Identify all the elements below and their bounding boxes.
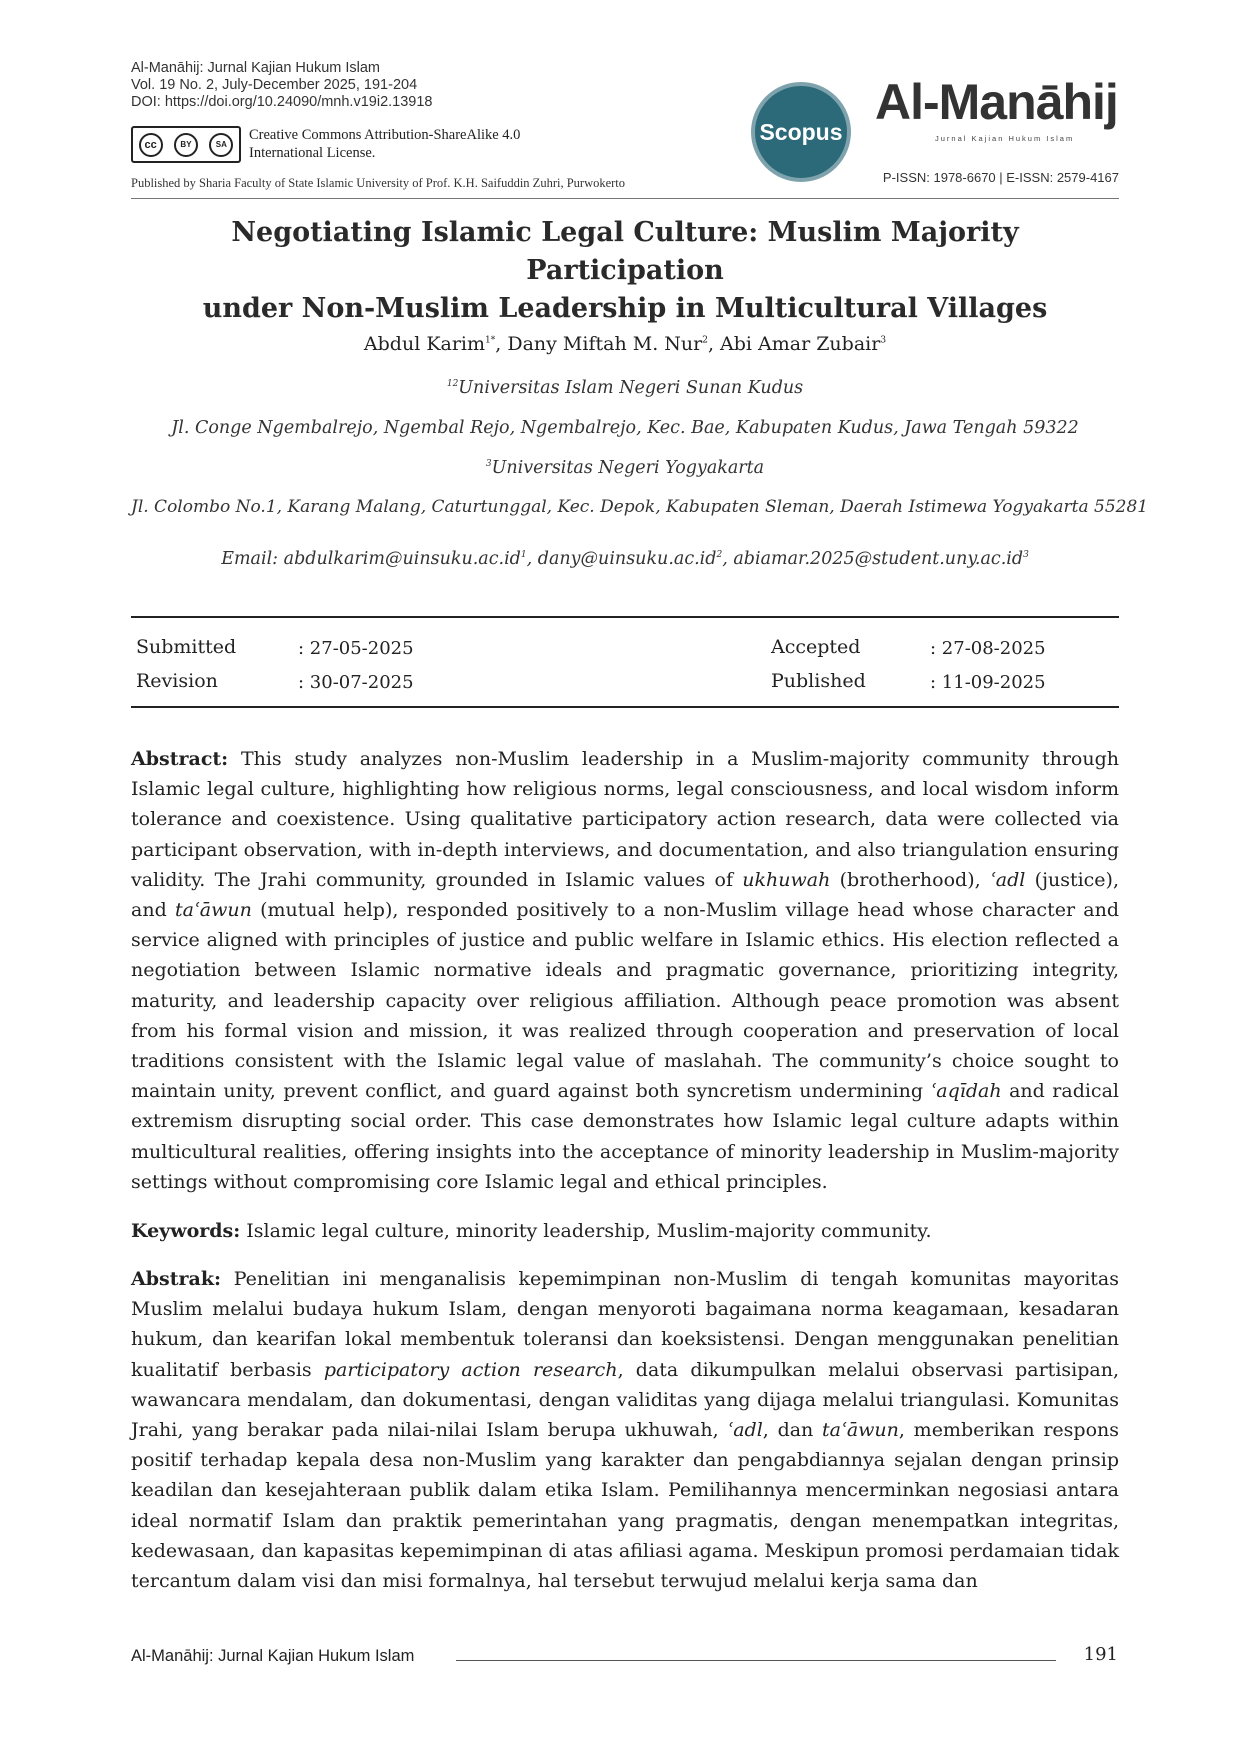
address-2: Jl. Colombo No.1, Karang Malang, Caturtunggal, Kec. Depok, Kabupaten Sleman, Daerah Istimewa Yogyakarta 55281 [131, 497, 1149, 517]
volume-info: Vol. 19 No. 2, July-December 2025, 191-204 [131, 77, 418, 93]
submitted-label: Submitted [136, 636, 237, 658]
email-sup: 2 [716, 550, 723, 561]
journal-info [131, 60, 771, 111]
issn-line: P-ISSN: 1978-6670 | E-ISSN: 2579-4167 [882, 170, 1119, 185]
affiliation-1 [131, 378, 1119, 398]
email-sup: 1 [520, 550, 527, 561]
page-header [131, 60, 1119, 200]
email-link[interactable]: abiamar.2025@student.uny.ac.id [733, 549, 1024, 569]
author-name: Abdul Karim [363, 333, 486, 355]
affiliation-name: Universitas Negeri Yogyakarta [491, 458, 765, 478]
accepted-label: Accepted [771, 636, 861, 658]
abstrak-label: Abstrak: [131, 1268, 221, 1290]
abstract-text: This study analyzes non-Muslim leadership in a Muslim-majority community through Islamic legal culture, highlighting how religious norms, legal consciousness, and local wisdom inform tolerance and coexistence. Using qualitative participatory action research, data were collected via participant observation, with in-depth interviews, and documentation, and also triangulation ensuring validity. The Jrahi community, grounded in Islamic values of [131, 748, 1119, 891]
dates-top-rule [131, 616, 1119, 618]
journal-name: Al-Manāhij: Jurnal Kajian Hukum Islam [131, 60, 381, 76]
keywords-label: Keywords: [131, 1220, 241, 1242]
revision-date: : 30-07-2025 [298, 672, 414, 693]
article-title [131, 214, 1119, 328]
affiliation-sup: 3 [485, 459, 492, 470]
abstrak-text: Penelitian ini menganalisis kepemimpinan non-Muslim di tengah komunitas mayoritas Muslim melalui budaya hukum Islam, dengan menyoroti bagaimana norma keagamaan, kesadaran hukum, dan kearifan lokal membentuk toleransi dan koeksistensi. Dengan menggunakan penelitian kualitatif berbasis [131, 1268, 1119, 1381]
published-label: Published [771, 670, 866, 692]
license-line-2: International License. [249, 145, 376, 161]
author-sup: 3 [880, 335, 887, 346]
email-link[interactable]: abdulkarim@uinsuku.ac.id [283, 549, 521, 569]
journal-logo [875, 72, 1119, 162]
email-sup: 3 [1023, 550, 1029, 561]
publisher-line: Published by Sharia Faculty of State Islamic University of Prof. K.H. Saifuddin Zuhri, Purwokerto [131, 176, 626, 190]
header-divider [131, 198, 1119, 199]
license-block [131, 126, 520, 163]
affiliation-sup: 12 [446, 379, 459, 390]
author-list [131, 333, 1119, 355]
abstrak-text: , data dikumpulkan melalui observasi partisipan, wawancara mendalam, dan dokumentasi, dengan validitas yang dijaga melalui triangulasi. Komunitas Jrahi, yang berakar pada nilai-nilai Islam berupa ukhuwah, [131, 1358, 1119, 1442]
abstrak-text: , dan [762, 1419, 823, 1442]
abstract-text: and radical extremism disrupting social order. This case demonstrates how Islamic legal culture adapts within multicultural realities, offering insights into the acceptance of minority leadership in Muslim-majority settings without compromising core Islamic legal and ethical principles. [131, 1080, 1119, 1193]
abstract-term: ʿadl [989, 868, 1026, 891]
author-sep: , [707, 333, 721, 355]
author-name: Dany Miftah M. Nur [507, 333, 703, 355]
scopus-logo: Scopus [751, 82, 851, 182]
abstract [131, 744, 1119, 1197]
keywords [131, 1216, 1119, 1246]
footer-divider [456, 1660, 1056, 1661]
cc-by-sa-icon[interactable] [131, 126, 241, 163]
by-icon: BY [174, 133, 198, 157]
author-sup: 2 [702, 335, 708, 346]
dates-bottom-rule [131, 706, 1119, 708]
page-number: 191 [1083, 1644, 1118, 1665]
email-link[interactable]: dany@uinsuku.ac.id [537, 549, 717, 569]
author-sep: , [495, 333, 508, 355]
abstract-term: ʿaqīdah [930, 1080, 1002, 1103]
license-text [249, 126, 520, 162]
email-line: Email: $abdulkarim@uinsuku.ac.id^1$, $dany@uinsuku.ac.id^2$, $abiamar.2025@student.uny.ac.id^3$ [221, 549, 1029, 569]
logo-subtitle: Jurnal Kajian Hukum Islam [935, 134, 1075, 143]
cc-icon: cc [139, 133, 163, 157]
submitted-date: : 27-05-2025 [298, 638, 414, 659]
sa-icon: SA [209, 133, 233, 157]
affiliation-name: Universitas Islam Negeri Sunan Kudus [458, 378, 804, 398]
doi-link[interactable]: DOI: https://doi.org/10.24090/mnh.v19i2.13918 [131, 94, 433, 110]
logo-wordmark: Al-Manāhij [875, 74, 1118, 130]
abstrak-term: ʿadl [727, 1419, 763, 1442]
author-name: Abi Amar Zubair [720, 333, 881, 355]
abstrak-term: taʿāwun [822, 1419, 899, 1442]
title-line-1: Negotiating Islamic Legal Culture: Muslim Majority Participation [231, 217, 1019, 286]
abstract-text: (mutual help), responded positively to a non-Muslim village head whose character and service aligned with principles of justice and public welfare in Islamic ethics. His election reflected a negotiation between Islamic normative ideals and pragmatic governance, prioritizing integrity, maturity, and leadership capacity over religious affiliation. Although peace promotion was absent from his formal vision and mission, it was realized through cooperation and preservation of local traditions consistent with the Islamic legal value of maslahah. The community’s choice sought to maintain unity, prevent conflict, and guard against both syncretism undermining [131, 899, 1119, 1103]
address-1: Jl. Conge Ngembalrejo, Ngembal Rejo, Ngembalrejo, Kec. Bae, Kabupaten Kudus, Jawa Tengah 59322 [171, 418, 1079, 438]
abstract-term: ukhuwah [742, 868, 831, 891]
affiliation-2 [131, 458, 1119, 478]
abstrak [131, 1264, 1119, 1596]
revision-label: Revision [136, 670, 218, 692]
license-line-1: Creative Commons Attribution-ShareAlike 4.0 [249, 127, 521, 143]
author-sup: 1* [485, 335, 496, 346]
abstract-text: (justice), and [131, 868, 1119, 922]
abstract-term: taʿāwun [174, 899, 252, 922]
accepted-date: : 27-08-2025 [930, 638, 1046, 659]
abstrak-text: , memberikan respons positif terhadap kepala desa non-Muslim yang karakter dan pengabdiannya sejalan dengan prinsip keadilan dan kesejahteraan publik dalam etika Islam. Pemilihannya mencerminkan negosiasi antara ideal normatif Islam dan praktik pemerintahan yang pragmatis, dengan menempatkan integritas, kedewasaan, dan kapasitas kepemimpinan di atas afiliasi agama. Meskipun promosi perdamaian tidak tercantum dalam visi dan misi formalnya, hal tersebut terwujud melalui kerja sama dan [131, 1419, 1119, 1593]
abstrak-term: participatory action research [323, 1358, 618, 1381]
email-label: Email: [221, 549, 284, 569]
title-line-2: under Non-Muslim Leadership in Multicultural Villages [202, 293, 1048, 324]
published-date: : 11-09-2025 [930, 672, 1046, 693]
abstract-text: (brotherhood), [830, 868, 990, 891]
keywords-text: Islamic legal culture, minority leadership, Muslim-majority community. [240, 1220, 932, 1242]
footer-journal: Al-Manāhij: Jurnal Kajian Hukum Islam [131, 1647, 415, 1665]
abstract-label: Abstract: [131, 748, 229, 770]
